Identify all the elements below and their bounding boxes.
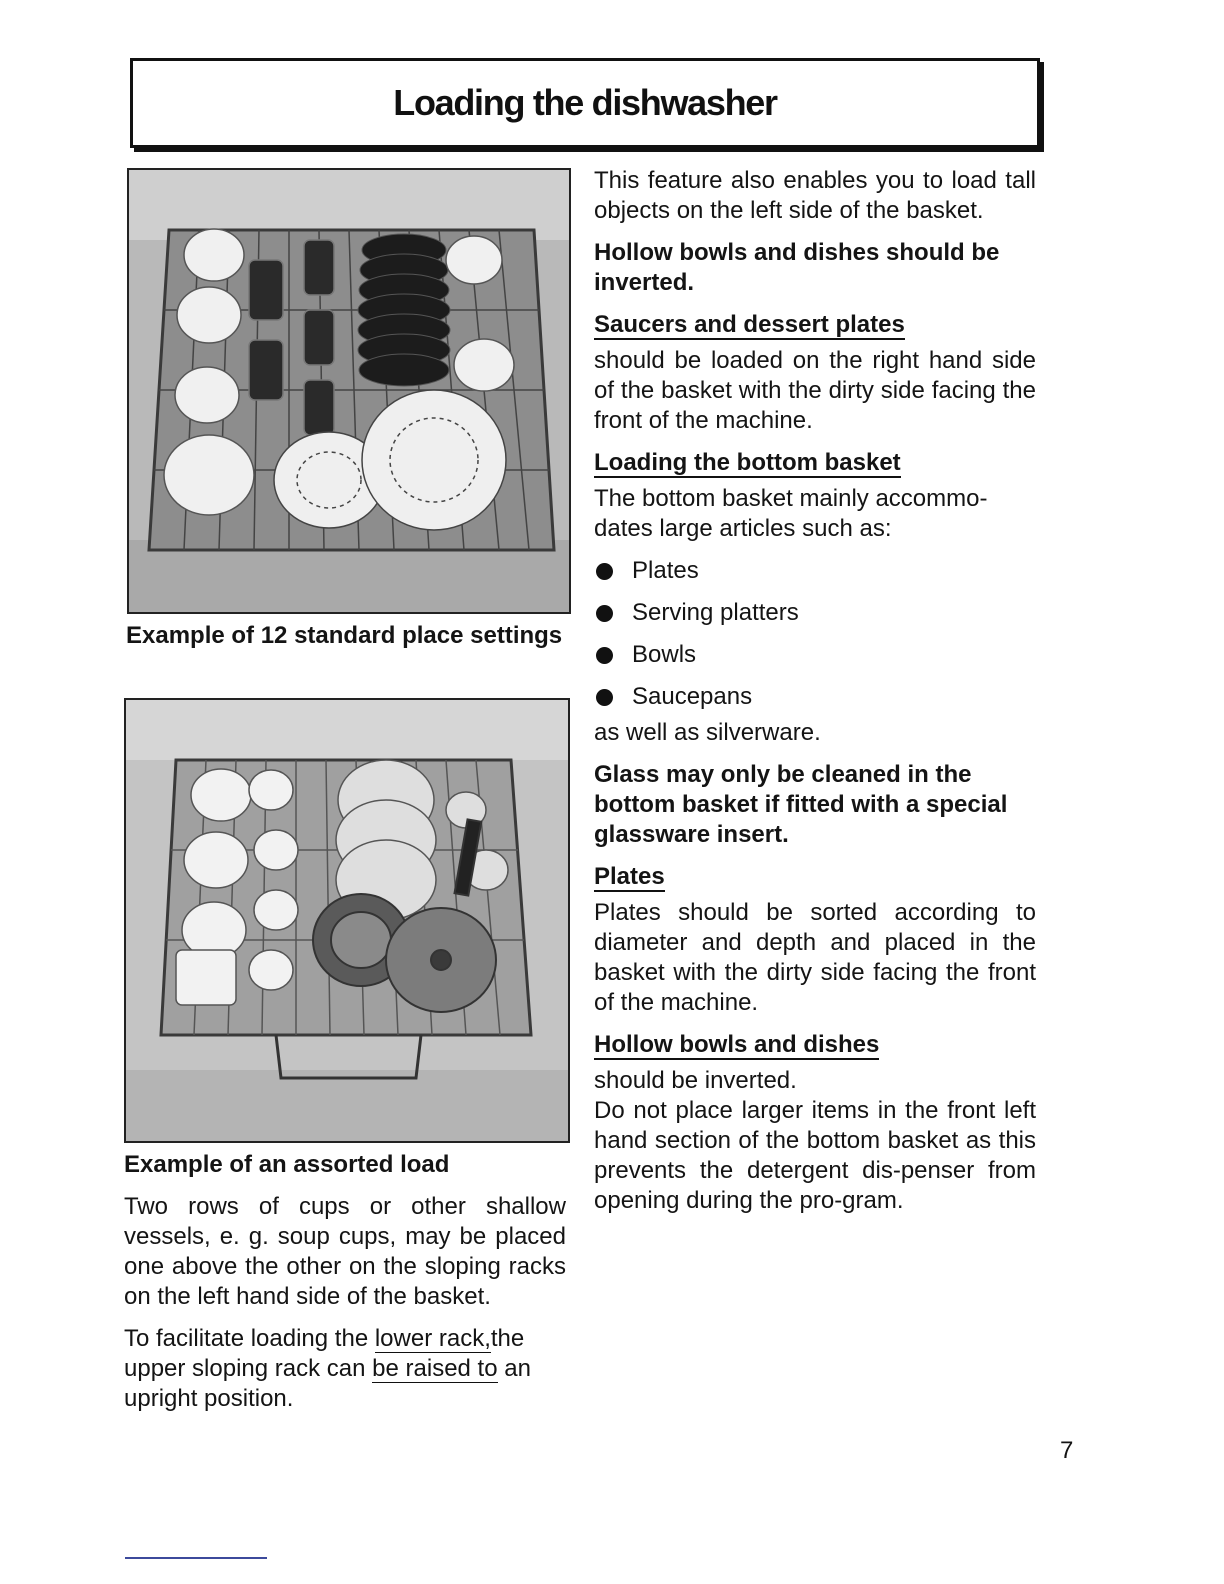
silverware-text: as well as silverware. — [594, 719, 821, 746]
rack-text-3: an upright position. — [124, 1355, 531, 1412]
page-title-box — [130, 58, 1040, 148]
photo2-caption: Example of an assorted load — [124, 1151, 450, 1178]
rack-text-underlined: lower rack, — [374, 1325, 491, 1352]
right-column-text — [594, 166, 1036, 1216]
bottom-basket-heading: Loading the bottom basket — [594, 449, 901, 476]
rack-text-1: To facilitate loading the — [124, 1325, 375, 1352]
intro-paragraph: This feature also enables you to load tall objects on the left side of the basket. — [594, 167, 1036, 224]
hollow-bowls-text-2: Do not place larger items in the front left hand section of the bottom basket as this prevents the detergent dis-penser from opening during the pro-gram. — [594, 1097, 1036, 1214]
hollow-bowls-heading: Hollow bowls and dishes — [594, 1031, 880, 1058]
glass-note: Glass may only be cleaned in the bottom basket if fitted with a special glassware insert. — [594, 761, 1008, 848]
left-column-text — [124, 1192, 566, 1414]
rack-text-2: the upper sloping rack can — [124, 1325, 525, 1382]
page-number: 7 — [1060, 1437, 1074, 1464]
hollow-bowls-note: Hollow bowls and dishes should be inverted. — [594, 239, 1000, 296]
saucers-heading: Saucers and dessert plates — [594, 311, 905, 338]
cups-paragraph: Two rows of cups or other shallow vessels, e. g. soup cups, may be placed one above the other on the sloping racks on the left hand side of the basket. — [124, 1193, 566, 1310]
photo1-caption: Example of 12 standard place settings — [126, 622, 563, 649]
list-item: Serving platters — [594, 592, 1036, 634]
list-item: Plates — [594, 550, 1036, 592]
saucers-paragraph: should be loaded on the right hand side of the basket with the dirty side facing the front of the machine. — [594, 347, 1036, 434]
rack-text-underlined-2: be raised to — [372, 1355, 498, 1382]
bottom-basket-paragraph: The bottom basket mainly accommo-dates large articles such as: — [594, 485, 988, 542]
footer-rule — [125, 1557, 267, 1559]
list-item: Saucepans — [594, 676, 1036, 718]
list-item: Bowls — [594, 634, 1036, 676]
hollow-bowls-text-1: should be inverted. — [594, 1067, 797, 1094]
plates-paragraph: Plates should be sorted according to diameter and depth and placed in the basket with the dirty side facing the front of the machine. — [594, 899, 1036, 1016]
dish-rack-bottom-basket-photo — [124, 698, 570, 1143]
rack-paragraph — [124, 1324, 566, 1414]
dish-rack-upper-basket-photo — [127, 168, 571, 614]
page-title: Loading the dishwasher — [393, 82, 777, 123]
articles-list — [594, 550, 1036, 718]
plates-heading: Plates — [594, 863, 665, 890]
